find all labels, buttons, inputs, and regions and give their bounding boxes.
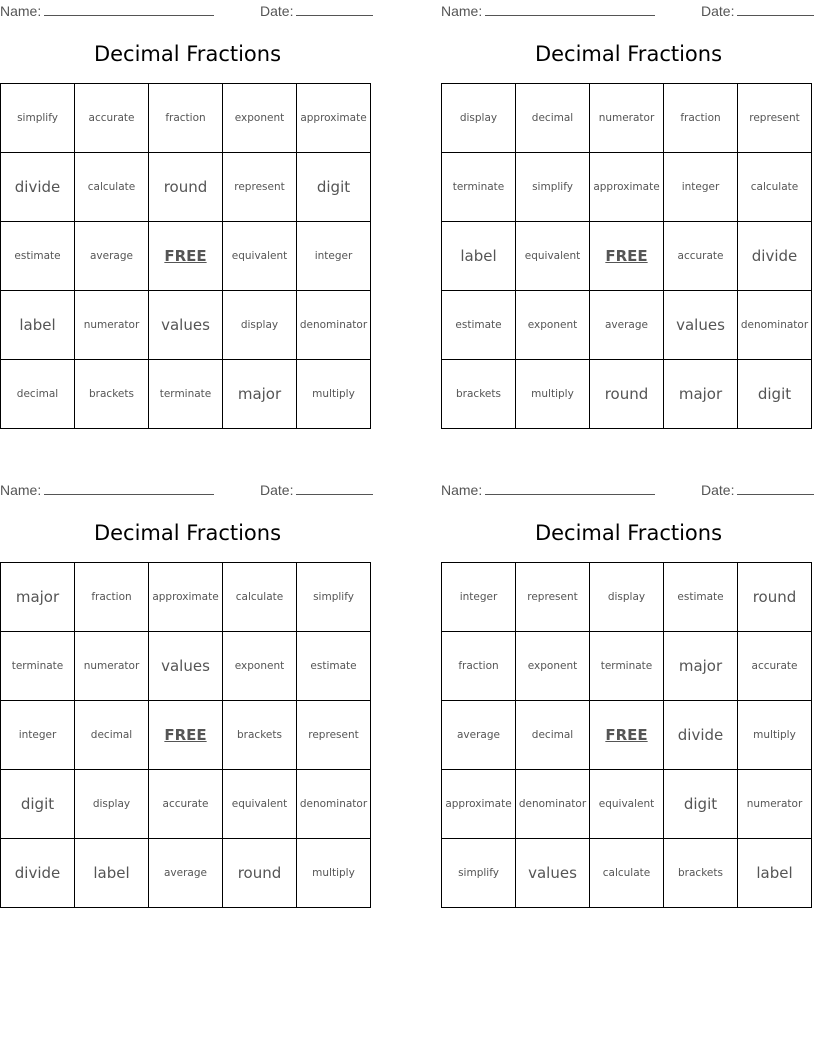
name-blank-line (44, 482, 214, 495)
bingo-row (1, 770, 371, 839)
bingo-row (1, 291, 371, 360)
bingo-cell: display (590, 563, 664, 632)
name-blank-line (485, 482, 655, 495)
free-space-cell: FREE (149, 701, 223, 770)
bingo-cell: exponent (223, 632, 297, 701)
bingo-cell: average (149, 839, 223, 908)
bingo-cell: exponent (223, 84, 297, 153)
bingo-row (442, 291, 812, 360)
bingo-cell: estimate (442, 291, 516, 360)
bingo-cell: denominator (738, 291, 812, 360)
bingo-cell: fraction (442, 632, 516, 701)
bingo-cell: decimal (516, 84, 590, 153)
bingo-cell: integer (442, 563, 516, 632)
bingo-row (1, 563, 371, 632)
bingo-cell: terminate (442, 153, 516, 222)
bingo-cell: major (1, 563, 75, 632)
bingo-row (1, 701, 371, 770)
bingo-cell: round (590, 360, 664, 429)
bingo-row (1, 153, 371, 222)
bingo-cell: round (149, 153, 223, 222)
card-title: Decimal Fractions (93, 42, 282, 66)
bingo-cell: estimate (297, 632, 371, 701)
bingo-cell: average (75, 222, 149, 291)
name-blank-line (485, 3, 655, 16)
bingo-cell: simplify (1, 84, 75, 153)
bingo-cell: terminate (590, 632, 664, 701)
bingo-cell: simplify (297, 563, 371, 632)
bingo-cell: major (664, 632, 738, 701)
bingo-cell: calculate (75, 153, 149, 222)
name-field (441, 3, 655, 19)
bingo-cell: accurate (738, 632, 812, 701)
bingo-row (442, 563, 812, 632)
bingo-cell: integer (297, 222, 371, 291)
bingo-cell: equivalent (223, 222, 297, 291)
bingo-cell: multiply (297, 839, 371, 908)
bingo-cell: average (590, 291, 664, 360)
bingo-cell: display (75, 770, 149, 839)
name-label: Name: (441, 3, 483, 19)
bingo-cell: represent (223, 153, 297, 222)
bingo-cell: estimate (664, 563, 738, 632)
bingo-cell: accurate (149, 770, 223, 839)
date-label: Date: (260, 482, 294, 498)
bingo-cell: calculate (223, 563, 297, 632)
bingo-cell: numerator (75, 632, 149, 701)
bingo-cell: approximate (442, 770, 516, 839)
card-header (0, 0, 375, 22)
bingo-cell: multiply (516, 360, 590, 429)
bingo-cell: values (664, 291, 738, 360)
bingo-cell: approximate (297, 84, 371, 153)
name-blank-line (44, 3, 214, 16)
bingo-row (1, 360, 371, 429)
bingo-cell: display (223, 291, 297, 360)
bingo-cell: label (442, 222, 516, 291)
name-label: Name: (0, 3, 42, 19)
bingo-cell: brackets (75, 360, 149, 429)
bingo-cell: label (75, 839, 149, 908)
bingo-cell: brackets (442, 360, 516, 429)
bingo-cell: decimal (516, 701, 590, 770)
date-blank-line (737, 482, 814, 495)
bingo-cell: denominator (297, 291, 371, 360)
bingo-row (442, 701, 812, 770)
bingo-cell: terminate (1, 632, 75, 701)
date-field (701, 3, 814, 19)
bingo-row (442, 839, 812, 908)
bingo-cell: label (1, 291, 75, 360)
bingo-cell: integer (1, 701, 75, 770)
date-field (260, 3, 373, 19)
bingo-cell: round (738, 563, 812, 632)
bingo-cell: divide (1, 153, 75, 222)
date-blank-line (296, 482, 373, 495)
bingo-cell: decimal (1, 360, 75, 429)
bingo-row (442, 770, 812, 839)
bingo-cell: fraction (149, 84, 223, 153)
bingo-cell: fraction (664, 84, 738, 153)
bingo-grid (0, 83, 371, 429)
bingo-cell: approximate (590, 153, 664, 222)
bingo-row (1, 632, 371, 701)
bingo-cell: divide (1, 839, 75, 908)
bingo-cell: represent (516, 563, 590, 632)
bingo-cell: simplify (516, 153, 590, 222)
card-title: Decimal Fractions (534, 521, 723, 545)
bingo-cell: terminate (149, 360, 223, 429)
bingo-grid (0, 562, 371, 908)
bingo-cell: multiply (297, 360, 371, 429)
card-title: Decimal Fractions (93, 521, 282, 545)
bingo-cell: equivalent (516, 222, 590, 291)
bingo-row (1, 839, 371, 908)
bingo-cell: numerator (590, 84, 664, 153)
bingo-card-2 (441, 0, 816, 403)
bingo-cell: major (223, 360, 297, 429)
bingo-cell: decimal (75, 701, 149, 770)
date-label: Date: (701, 482, 735, 498)
bingo-cell: multiply (738, 701, 812, 770)
bingo-cell: major (664, 360, 738, 429)
date-label: Date: (260, 3, 294, 19)
bingo-cell: equivalent (223, 770, 297, 839)
bingo-cell: values (149, 291, 223, 360)
free-space-cell: FREE (149, 222, 223, 291)
card-header (441, 0, 816, 22)
bingo-cell: simplify (442, 839, 516, 908)
bingo-cell: integer (664, 153, 738, 222)
bingo-row (442, 632, 812, 701)
bingo-cell: calculate (590, 839, 664, 908)
date-blank-line (737, 3, 814, 16)
bingo-cell: exponent (516, 632, 590, 701)
bingo-row (1, 84, 371, 153)
bingo-grid (441, 562, 812, 908)
bingo-card-4 (441, 479, 816, 882)
bingo-row (442, 222, 812, 291)
bingo-row (442, 84, 812, 153)
card-header (0, 479, 375, 501)
free-space-cell: FREE (590, 701, 664, 770)
bingo-cell: digit (738, 360, 812, 429)
bingo-cell: represent (738, 84, 812, 153)
bingo-cell: equivalent (590, 770, 664, 839)
bingo-card-1 (0, 0, 375, 403)
bingo-row (1, 222, 371, 291)
bingo-cell: fraction (75, 563, 149, 632)
free-space-cell: FREE (590, 222, 664, 291)
bingo-cell: divide (738, 222, 812, 291)
bingo-row (442, 153, 812, 222)
bingo-cell: accurate (75, 84, 149, 153)
card-title: Decimal Fractions (534, 42, 723, 66)
date-field (260, 482, 373, 498)
bingo-grid (441, 83, 812, 429)
bingo-cell: digit (664, 770, 738, 839)
bingo-cell: brackets (664, 839, 738, 908)
bingo-cell: estimate (1, 222, 75, 291)
bingo-cell: exponent (516, 291, 590, 360)
name-field (0, 3, 214, 19)
bingo-cell: brackets (223, 701, 297, 770)
name-field (441, 482, 655, 498)
name-field (0, 482, 214, 498)
bingo-cell: accurate (664, 222, 738, 291)
bingo-cell: average (442, 701, 516, 770)
bingo-card-3 (0, 479, 375, 882)
date-label: Date: (701, 3, 735, 19)
name-label: Name: (441, 482, 483, 498)
bingo-cell: calculate (738, 153, 812, 222)
bingo-cell: approximate (149, 563, 223, 632)
bingo-cell: denominator (297, 770, 371, 839)
bingo-cell: divide (664, 701, 738, 770)
bingo-cell: numerator (75, 291, 149, 360)
bingo-cell: represent (297, 701, 371, 770)
card-header (441, 479, 816, 501)
bingo-cell: values (516, 839, 590, 908)
bingo-cell: label (738, 839, 812, 908)
bingo-cell: digit (297, 153, 371, 222)
bingo-cell: numerator (738, 770, 812, 839)
name-label: Name: (0, 482, 42, 498)
bingo-cell: display (442, 84, 516, 153)
bingo-cell: digit (1, 770, 75, 839)
date-field (701, 482, 814, 498)
bingo-cell: values (149, 632, 223, 701)
date-blank-line (296, 3, 373, 16)
bingo-cell: denominator (516, 770, 590, 839)
bingo-row (442, 360, 812, 429)
bingo-cell: round (223, 839, 297, 908)
